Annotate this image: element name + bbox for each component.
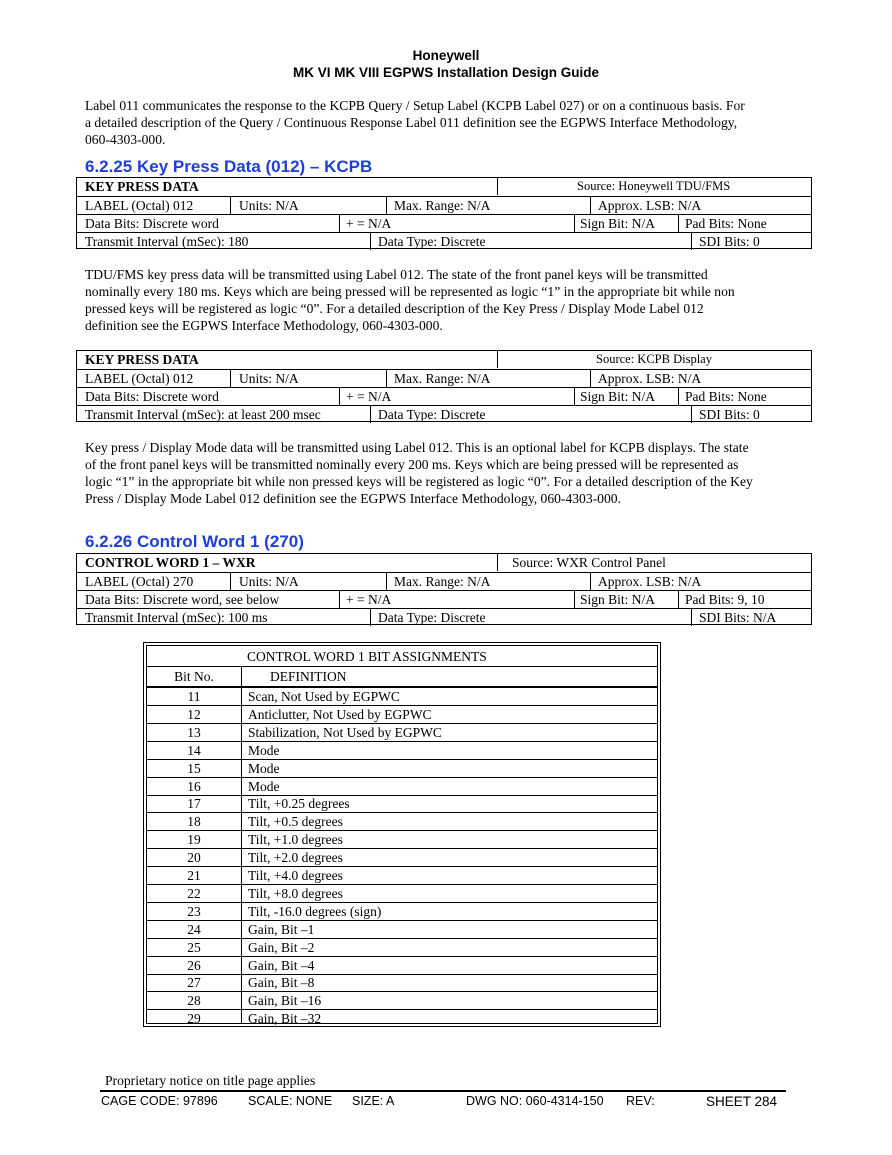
section-heading: 6.2.25 Key Press Data (012) – KCPB bbox=[85, 157, 373, 176]
footer-rule bbox=[100, 1090, 786, 1092]
bit-number: 27 bbox=[187, 975, 201, 991]
table-row bbox=[77, 214, 811, 232]
table-row bbox=[147, 795, 657, 813]
bit-number: 12 bbox=[187, 706, 201, 722]
bit-definition: Anticlutter, Not Used by EGPWC bbox=[248, 706, 432, 722]
bit-number: 23 bbox=[187, 903, 201, 919]
plus-equals: + = N/A bbox=[346, 389, 392, 404]
table-source: Source: WXR Control Panel bbox=[512, 555, 666, 570]
proprietary-notice: Proprietary notice on title page applies bbox=[105, 1073, 316, 1088]
table-row bbox=[147, 742, 657, 760]
pad-bits: Pad Bits: 9, 10 bbox=[685, 592, 765, 607]
text-line: Press / Display Mode Label 012 definition see the EGPWS Interface Methodology, 060-4303-000. bbox=[85, 491, 621, 506]
bit-definition: Scan, Not Used by EGPWC bbox=[248, 689, 400, 704]
table-row bbox=[77, 608, 811, 626]
table-row bbox=[147, 885, 657, 903]
display-mode-paragraph bbox=[85, 439, 810, 507]
data-type: Data Type: Discrete bbox=[378, 610, 486, 625]
text-line: pressed keys will be registered as logic “0”. For a detailed description of the Key Press / Display Mode Label 012 bbox=[85, 301, 704, 316]
table-row bbox=[147, 957, 657, 975]
data-table-control-word-1 bbox=[76, 553, 812, 625]
bit-definition: Tilt, +4.0 degrees bbox=[248, 868, 343, 883]
plus-equals: + = N/A bbox=[346, 216, 392, 231]
cage-code: CAGE CODE: 97896 bbox=[101, 1094, 218, 1108]
approx-lsb: Approx. LSB: N/A bbox=[598, 198, 702, 213]
data-type: Data Type: Discrete bbox=[378, 234, 486, 249]
bit-definition: Tilt, -16.0 degrees (sign) bbox=[248, 903, 382, 919]
sdi-bits: SDI Bits: 0 bbox=[699, 407, 760, 422]
bit-definition: Tilt, +1.0 degrees bbox=[248, 832, 343, 848]
table-name: KEY PRESS DATA bbox=[85, 179, 199, 194]
bit-definition: Gain, Bit –32 bbox=[248, 1011, 322, 1027]
max-range: Max. Range: N/A bbox=[394, 574, 491, 589]
bit-definition: Tilt, +0.25 degrees bbox=[248, 796, 350, 812]
table-row bbox=[147, 903, 657, 921]
bit-table-frame bbox=[146, 645, 658, 1027]
table-source: Source: Honeywell TDU/FMS bbox=[577, 179, 731, 193]
bit-number: 24 bbox=[187, 921, 201, 937]
header-company: Honeywell bbox=[412, 48, 480, 63]
table-row bbox=[147, 831, 657, 849]
data-bits: Data Bits: Discrete word bbox=[85, 389, 219, 404]
table-row bbox=[147, 921, 657, 939]
bit-number: 29 bbox=[187, 1011, 201, 1027]
drawing-number: DWG NO: 060-4314-150 bbox=[466, 1094, 604, 1108]
bit-definition: Mode bbox=[248, 778, 280, 794]
bit-definition: Stabilization, Not Used by EGPWC bbox=[248, 724, 442, 740]
bit-number: 16 bbox=[187, 778, 201, 794]
table-row bbox=[147, 706, 657, 724]
scale: SCALE: NONE bbox=[248, 1094, 333, 1108]
text-line: of the front panel keys will be transmitted nominally every 200 ms. Keys which are being pressed will be represented as bbox=[85, 457, 739, 472]
size: SIZE: A bbox=[352, 1094, 395, 1108]
table-row bbox=[147, 760, 657, 778]
table-row bbox=[77, 369, 811, 387]
sdi-bits: SDI Bits: 0 bbox=[699, 234, 760, 249]
bit-definition: Mode bbox=[248, 760, 280, 776]
table-row bbox=[147, 867, 657, 885]
bit-definition: Gain, Bit –16 bbox=[248, 993, 322, 1009]
text-line: TDU/FMS key press data will be transmitted using Label 012. The state of the front panel keys will be transmitted bbox=[85, 267, 708, 282]
transmit-interval: Transmit Interval (mSec): at least 200 msec bbox=[85, 407, 321, 422]
units: Units: N/A bbox=[239, 371, 299, 386]
transmit-interval: Transmit Interval (mSec): 100 ms bbox=[85, 610, 268, 625]
bit-number: 21 bbox=[187, 868, 201, 883]
max-range: Max. Range: N/A bbox=[394, 198, 491, 213]
pad-bits: Pad Bits: None bbox=[685, 389, 767, 404]
bit-table-title: CONTROL WORD 1 BIT ASSIGNMENTS bbox=[147, 647, 657, 667]
bit-number: 17 bbox=[187, 796, 201, 812]
bit-definition: Tilt, +8.0 degrees bbox=[248, 885, 343, 901]
bit-definition: Gain, Bit –8 bbox=[248, 975, 315, 991]
max-range: Max. Range: N/A bbox=[394, 371, 491, 386]
bit-number: 26 bbox=[187, 957, 201, 973]
bit-number: 15 bbox=[187, 760, 201, 776]
bit-number: 20 bbox=[187, 850, 201, 866]
table-row bbox=[147, 849, 657, 867]
table-row bbox=[77, 554, 811, 572]
header-title: MK VI MK VIII EGPWS Installation Design Guide bbox=[292, 65, 600, 80]
table-row bbox=[77, 178, 811, 196]
data-table-key-press-kcpb bbox=[76, 350, 812, 422]
table-row bbox=[77, 196, 811, 214]
data-type: Data Type: Discrete bbox=[378, 407, 486, 422]
text-line: 060-4303-000. bbox=[85, 132, 166, 147]
bit-number: 14 bbox=[187, 742, 201, 758]
text-line: nominally every 180 ms. Keys which are being pressed will be represented as logic “1” in the appropriate bit while non bbox=[85, 284, 735, 299]
bit-number: 22 bbox=[187, 885, 201, 901]
table-row bbox=[147, 688, 657, 706]
bit-definition: Gain, Bit –4 bbox=[248, 957, 315, 973]
table-row bbox=[147, 974, 657, 992]
bit-number: 19 bbox=[187, 832, 201, 848]
bit-definition: Gain, Bit –1 bbox=[248, 921, 315, 937]
bit-number: 13 bbox=[187, 724, 201, 740]
table-row bbox=[77, 351, 811, 369]
text-line: logic “1” in the appropriate bit while non pressed keys will be registered as logic “0”. For a detailed description of the Key bbox=[85, 474, 753, 489]
sheet-number: SHEET 284 bbox=[706, 1094, 778, 1109]
text-line: a detailed description of the Query / Continuous Response Label 011 definition see the EGPWS Interface Methodology, bbox=[85, 115, 738, 130]
pad-bits: Pad Bits: None bbox=[685, 216, 767, 231]
bit-definition: Gain, Bit –2 bbox=[248, 939, 315, 955]
sign-bit: Sign Bit: N/A bbox=[580, 592, 656, 607]
column-header-definition: DEFINITION bbox=[270, 669, 347, 684]
sdi-bits: SDI Bits: N/A bbox=[699, 610, 777, 625]
units: Units: N/A bbox=[239, 574, 299, 589]
sign-bit: Sign Bit: N/A bbox=[580, 216, 656, 231]
bit-number: 18 bbox=[187, 814, 201, 830]
bit-assignment-table bbox=[143, 642, 661, 1027]
table-name: CONTROL WORD 1 – WXR bbox=[85, 555, 256, 570]
bit-definition: Tilt, +0.5 degrees bbox=[248, 814, 343, 830]
data-bits: Data Bits: Discrete word, see below bbox=[85, 592, 280, 607]
table-row bbox=[147, 1010, 657, 1028]
bit-number: 25 bbox=[187, 939, 201, 955]
bit-number: 28 bbox=[187, 993, 201, 1009]
text-line: Key press / Display Mode data will be transmitted using Label 012. This is an optional label for KCPB displays. The state bbox=[85, 440, 749, 455]
table-name: KEY PRESS DATA bbox=[85, 352, 199, 367]
table-row bbox=[77, 590, 811, 608]
data-bits: Data Bits: Discrete word bbox=[85, 216, 219, 231]
key-press-paragraph bbox=[85, 266, 810, 334]
units: Units: N/A bbox=[239, 198, 299, 213]
revision: REV: bbox=[626, 1094, 655, 1108]
table-row bbox=[147, 992, 657, 1010]
bit-number: 11 bbox=[187, 689, 201, 704]
bit-table-header bbox=[147, 668, 657, 688]
section-heading: 6.2.26 Control Word 1 (270) bbox=[85, 532, 304, 551]
table-row bbox=[77, 387, 811, 405]
table-row bbox=[77, 232, 811, 250]
label-octal: LABEL (Octal) 012 bbox=[85, 198, 194, 213]
table-row bbox=[147, 724, 657, 742]
approx-lsb: Approx. LSB: N/A bbox=[598, 574, 702, 589]
text-line: Label 011 communicates the response to the KCPB Query / Setup Label (KCPB Label 027) or on a continuous basis. For bbox=[85, 98, 745, 113]
table-row bbox=[77, 405, 811, 423]
table-row bbox=[147, 813, 657, 831]
text-line: definition see the EGPWS Interface Methodology, 060-4303-000. bbox=[85, 318, 443, 333]
intro-paragraph bbox=[85, 97, 810, 148]
column-header-bit: Bit No. bbox=[174, 669, 214, 684]
sign-bit: Sign Bit: N/A bbox=[580, 389, 656, 404]
table-row bbox=[77, 572, 811, 590]
label-octal: LABEL (Octal) 012 bbox=[85, 371, 194, 386]
plus-equals: + = N/A bbox=[346, 592, 392, 607]
data-table-key-press-tdu bbox=[76, 177, 812, 249]
label-octal: LABEL (Octal) 270 bbox=[85, 574, 194, 589]
table-row bbox=[147, 778, 657, 796]
transmit-interval: Transmit Interval (mSec): 180 bbox=[85, 234, 249, 249]
bit-definition: Mode bbox=[248, 742, 280, 758]
bit-definition: Tilt, +2.0 degrees bbox=[248, 850, 343, 866]
approx-lsb: Approx. LSB: N/A bbox=[598, 371, 702, 386]
table-source: Source: KCPB Display bbox=[596, 352, 712, 366]
table-row bbox=[147, 939, 657, 957]
